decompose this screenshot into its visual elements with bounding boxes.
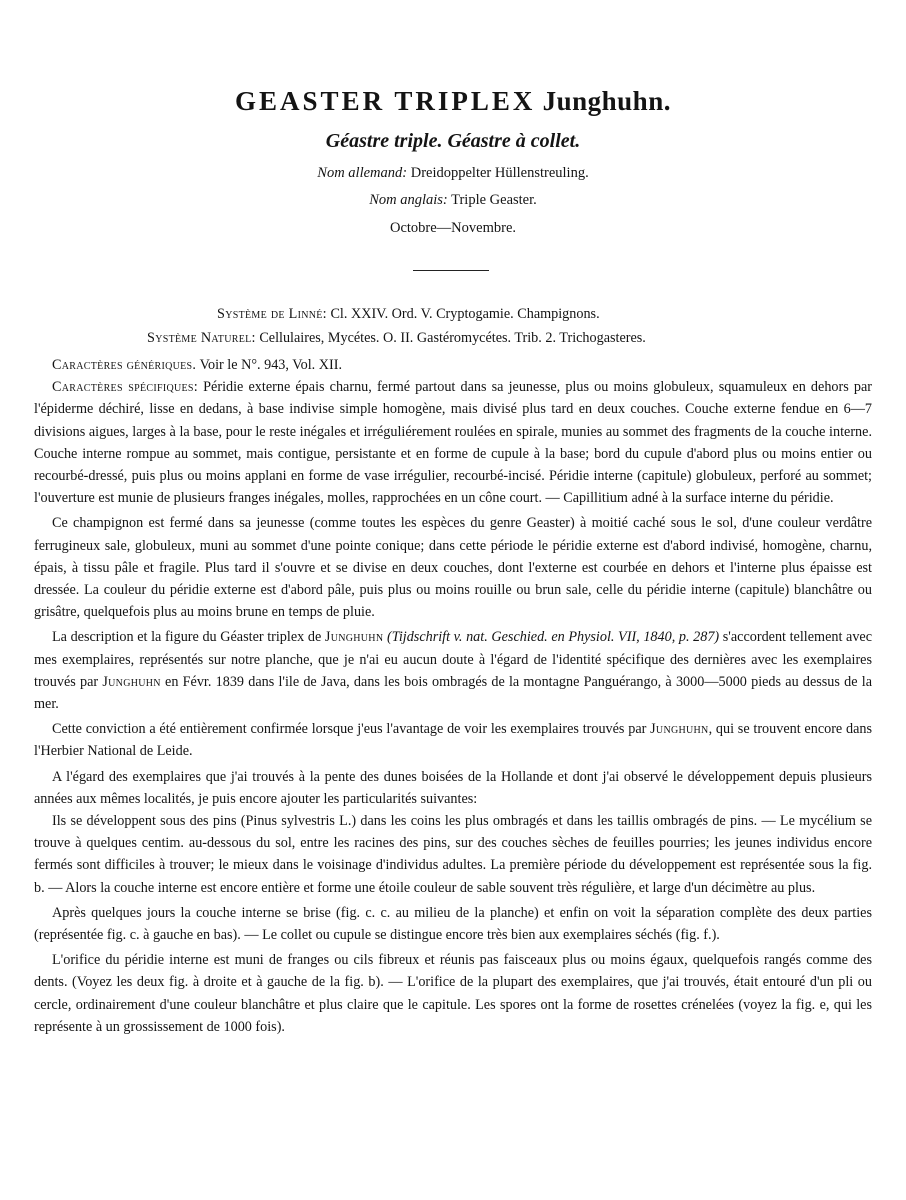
- paragraph-young-fungus: Ce champignon est fermé dans sa jeunesse (comme toutes les espèces du genre Geaster) à moitié caché sous le sol, d'une couleur verdâtre ferrugineux sale, globuleux, muni au sommet d'une pointe conique; dans cette période le péridie externe est d'abord indivisé, homogène, charnu, épais, à tissu pâle et fragile. Plus tard il s'ouvre et se divise en deux couches, dont l'externe est courbée en dehors et l'interne plus épaisse est dressée. La couleur du péridie externe est d'abord pâle, puis plus ou moins rouille ou brun sale, celle du péridie interne (capitule) blanchâtre ou grisâtre, quelquefois plus au moins brune en temps de pluie.: [34, 515, 872, 621]
- natural-system-line: [147, 330, 646, 347]
- para-3-start: Cette conviction a été entièrement confirmée lorsque j'eus l'avantage de voir les exemplaires trouvés par: [52, 721, 647, 738]
- specific-characters-text: Péridie externe épais charnu, fermé partout dans sa jeunesse, plus ou moins globuleux, squamuleux en dehors par l'épiderme déchiré, lisse en dedans, à base indivise simple homogène, mais divisé plus tard en deux couches. Couche externe fendue en 6—7 divisions aigues, larges à la base, pour le reste inégales et irréguliérement roulées en spirale, munies au sommet des fragments de la couche interne. Couche interne rompue au sommet, mais contigue, persistante et en forme de cupule à la base; bord du cupule d'abord plus ou moins entier ou recourbé-dressé, puis plus ou moins applani en forme de vase irrégulier, recourbé-incisé. Péridie interne (capitule) globuleux, perforé au sommet; l'ouverture est munie de plusieurs franges inégales, molles, rapprochées en un cône court. — Capillitium adné à la surface interne du péridie.: [34, 379, 873, 507]
- generic-characters-label: Caractères génériques.: [52, 357, 197, 373]
- generic-characters-text: Voir le N°. 943, Vol. XII.: [199, 357, 343, 373]
- para-2-end: en Févr. 1839 dans l'ile de Java, dans les bois ombragés de la montagne Panguérango, à 3000—5000 pieds au dessus de la mer.: [34, 673, 872, 713]
- german-name-line: [0, 165, 906, 182]
- body-text: [34, 354, 872, 1038]
- natural-system-label: Système Naturel:: [147, 330, 256, 346]
- german-name: Dreidoppelter Hüllenstreuling.: [410, 165, 589, 181]
- generic-characters: [34, 354, 872, 376]
- linnean-system-line: [217, 306, 600, 323]
- english-name-line: [0, 192, 906, 209]
- para-3-end: , qui se trouvent encore dans l'Herbier National de Leide.: [34, 721, 872, 760]
- paragraph-orifice-spores: L'orifice du péridie interne est muni de franges ou cils fibreux et réunis pas faisceaux plus ou moins égaux, quelquefois rangés comme des dents. (Voyez les deux fig. à droite et à gauche de la fig. b). — L'orifice de la plupart des exemplaires, que j'ai trouvés, était entouré d'un pli ou cercle, ordinairement d'une couleur blanchâtre et plus claire que le capitule. Les spores ont la forme de rosettes crénelées (voyez la fig. e, qui les représente à un grossissement de 1000 fois).: [34, 952, 872, 1035]
- section-divider: [413, 270, 489, 271]
- author-junghuhn-2: Junghuhn: [102, 673, 161, 690]
- species-name: GEASTER TRIPLEX: [235, 86, 536, 116]
- german-name-label: Nom allemand:: [317, 165, 408, 181]
- natural-system-value: Cellulaires, Mycétes. O. II. Gastéromycétes. Trib. 2. Trichogasteres.: [259, 330, 646, 346]
- para-2-mid: s'accordent tellement avec mes exemplaires, représentés sur notre planche, que je n'ai eu aucun doute à l'égard de l'identité spécifique des dernières avec les exemplaires trouvés par: [34, 629, 873, 690]
- linnean-system-label: Système de Linné:: [217, 306, 327, 322]
- paragraph-junghuhn-description: [34, 626, 872, 715]
- paragraph-development: Ils se développent sous des pins (Pinus sylvestris L.) dans les coins les plus ombragés et dans les taillis ombragés de pins. — Le mycélium se trouve à quelques centim. au-dessous du sol, entre les racines des pins, sur des couches sèches de feuilles pourries; les jeunes individus encore fermés sont difficiles à trouver; le mieux dans le voisinage d'individus adultes. La première période du développement est représentée sous la fig. b. — Alors la couche interne est encore entière et forme une étoile couleur de sable souvent très régulière, et large d'un décimètre au plus.: [34, 813, 872, 896]
- french-common-names: Géastre triple. Géastre à collet.: [325, 130, 581, 152]
- para-2-start: La description et la figure du Géaster triplex de: [52, 629, 322, 646]
- paragraph-dunes-holland: A l'égard des exemplaires que j'ai trouvés à la pente des dunes boisées de la Hollande et dont j'ai observé le développement depuis plusieurs années aux mêmes localités, je puis encore ajouter les particularités suivantes:: [34, 768, 872, 807]
- english-name-label: Nom anglais:: [369, 192, 448, 208]
- author-junghuhn: Junghuhn: [324, 629, 384, 646]
- linnean-system-value: Cl. XXIV. Ord. V. Cryptogamie. Champignons.: [330, 306, 600, 322]
- english-name: Triple Geaster.: [451, 192, 537, 208]
- species-author: Junghuhn.: [542, 86, 671, 116]
- page-title: [0, 86, 906, 117]
- paragraph-separation: Après quelques jours la couche interne se brise (fig. c. c. au milieu de la planche) et enfin on voit la séparation complète des deux parties (représentée fig. c. à gauche en bas). — Le collet ou cupule se distingue encore très bien aux exemplaires séchés (fig. f.).: [34, 904, 872, 944]
- specific-characters: [34, 376, 872, 509]
- author-junghuhn-3: Junghuhn: [650, 721, 709, 738]
- journal-citation: (Tijdschrift v. nat. Geschied. en Physiol. VII, 1840, p. 287): [386, 629, 720, 646]
- specific-characters-label: Caractères spécifiques:: [52, 379, 199, 396]
- paragraph-conviction: [34, 718, 872, 762]
- season-period: Octobre—Novembre.: [389, 220, 517, 236]
